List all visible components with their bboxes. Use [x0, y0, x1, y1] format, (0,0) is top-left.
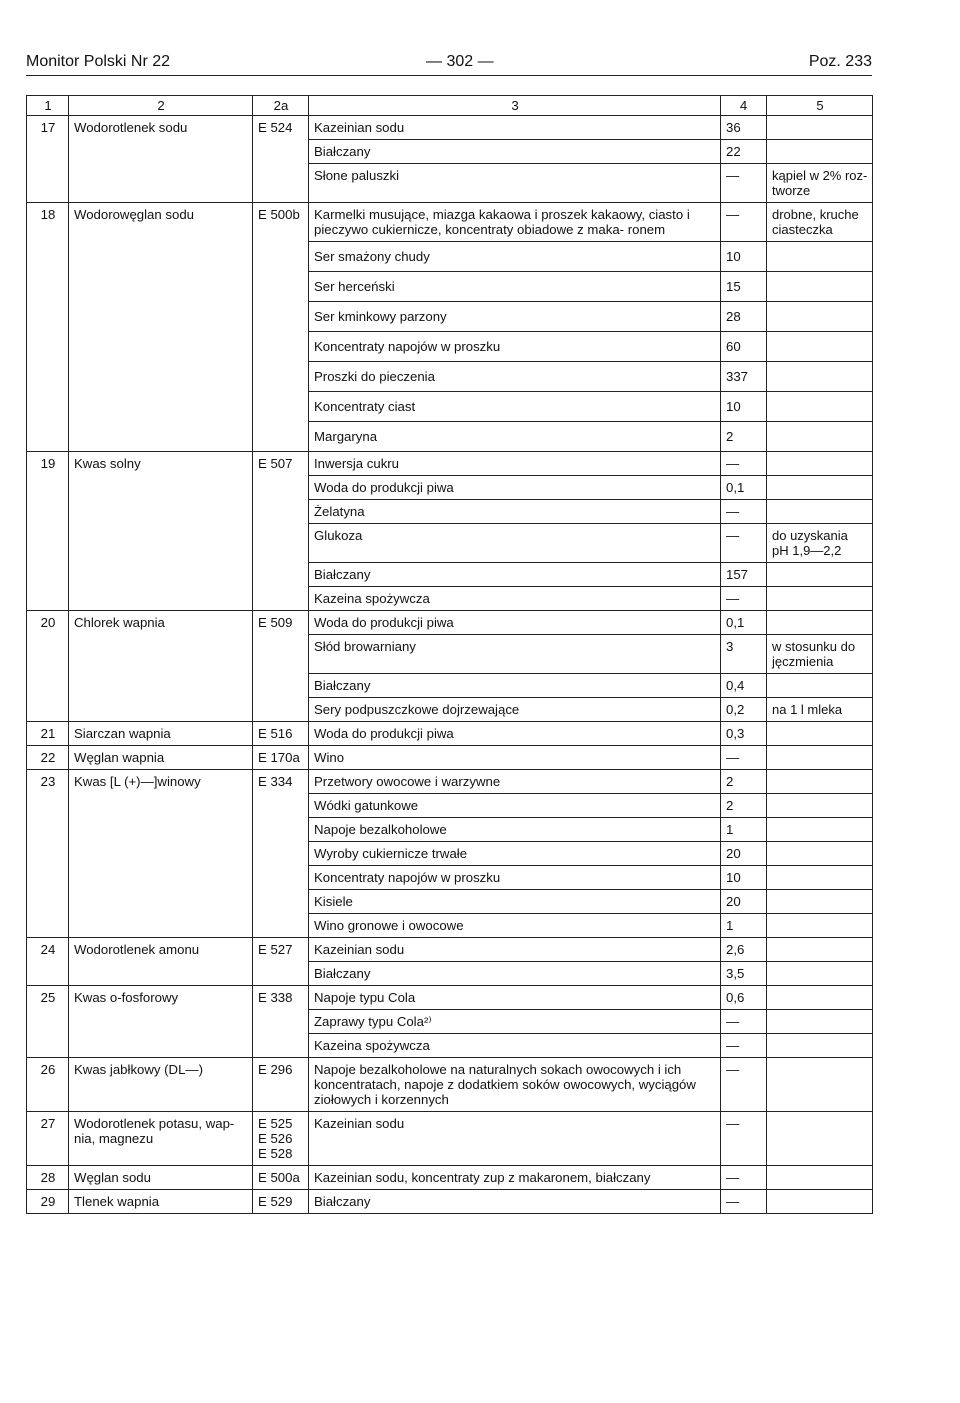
max-amount: — — [721, 524, 767, 563]
substance-name: Kwas solny — [69, 452, 253, 476]
empty-cell — [27, 524, 69, 563]
empty-cell — [253, 392, 309, 422]
product-name: Kisiele — [309, 890, 721, 914]
page-header — [26, 52, 872, 74]
max-amount: 2 — [721, 770, 767, 794]
remarks: kąpiel w 2% roz- tworze — [767, 164, 873, 203]
empty-cell — [69, 698, 253, 722]
product-name: Koncentraty napojów w proszku — [309, 332, 721, 362]
empty-cell — [253, 1034, 309, 1058]
substance-name: Kwas jabłkowy (DL—) — [69, 1058, 253, 1112]
empty-cell — [253, 476, 309, 500]
column-number: 1 — [27, 96, 69, 116]
product-name: Napoje bezalkoholowe — [309, 818, 721, 842]
table-row — [27, 794, 873, 818]
empty-cell — [69, 842, 253, 866]
empty-cell — [27, 587, 69, 611]
empty-cell — [69, 476, 253, 500]
empty-cell — [253, 914, 309, 938]
substance-name: Tlenek wapnia — [69, 1190, 253, 1214]
table-row — [27, 272, 873, 302]
max-amount: 20 — [721, 890, 767, 914]
max-amount: — — [721, 746, 767, 770]
empty-cell — [27, 842, 69, 866]
product-name: Proszki do pieczenia — [309, 362, 721, 392]
empty-cell — [27, 362, 69, 392]
empty-cell — [69, 362, 253, 392]
position-number: Poz. 233 — [808, 53, 872, 70]
e-code: E 509 — [253, 611, 309, 635]
max-amount: — — [721, 1034, 767, 1058]
table-row — [27, 722, 873, 746]
empty-cell — [253, 962, 309, 986]
empty-cell — [69, 302, 253, 332]
item-number: 27 — [27, 1112, 69, 1166]
product-name: Białczany — [309, 140, 721, 164]
product-name: Białczany — [309, 962, 721, 986]
empty-cell — [69, 500, 253, 524]
product-name: Białczany — [309, 1190, 721, 1214]
remarks — [767, 722, 873, 746]
e-code: E 507 — [253, 452, 309, 476]
product-name: Inwersja cukru — [309, 452, 721, 476]
max-amount: 3,5 — [721, 962, 767, 986]
e-code: E 524 — [253, 116, 309, 140]
remarks: do uzyskania pH 1,9—2,2 — [767, 524, 873, 563]
substance-name: Węglan sodu — [69, 1166, 253, 1190]
empty-cell — [69, 890, 253, 914]
header-divider — [26, 75, 872, 76]
empty-cell — [69, 392, 253, 422]
product-name: Wino gronowe i owocowe — [309, 914, 721, 938]
remarks — [767, 866, 873, 890]
remarks — [767, 140, 873, 164]
remarks — [767, 587, 873, 611]
remarks — [767, 422, 873, 452]
product-name: Ser kminkowy parzony — [309, 302, 721, 332]
substance-name: Wodorotlenek potasu, wap- nia, magnezu — [69, 1112, 253, 1166]
product-name: Białczany — [309, 674, 721, 698]
table-row — [27, 914, 873, 938]
e-code: E 296 — [253, 1058, 309, 1112]
product-name: Glukoza — [309, 524, 721, 563]
item-number: 24 — [27, 938, 69, 962]
max-amount: 2 — [721, 794, 767, 818]
empty-cell — [27, 500, 69, 524]
max-amount: 2 — [721, 422, 767, 452]
remarks — [767, 452, 873, 476]
empty-cell — [253, 842, 309, 866]
substance-name: Kwas o-fosforowy — [69, 986, 253, 1010]
product-name: Przetwory owocowe i warzywne — [309, 770, 721, 794]
max-amount: — — [721, 452, 767, 476]
empty-cell — [69, 962, 253, 986]
table-row — [27, 1034, 873, 1058]
empty-cell — [253, 674, 309, 698]
empty-cell — [253, 500, 309, 524]
empty-cell — [253, 866, 309, 890]
empty-cell — [253, 698, 309, 722]
table-row — [27, 1112, 873, 1166]
table-row — [27, 866, 873, 890]
max-amount: 22 — [721, 140, 767, 164]
empty-cell — [69, 332, 253, 362]
table-row — [27, 611, 873, 635]
table-row — [27, 1010, 873, 1034]
substance-name: Siarczan wapnia — [69, 722, 253, 746]
empty-cell — [253, 818, 309, 842]
remarks — [767, 794, 873, 818]
product-name: Zaprawy typu Cola²⁾ — [309, 1010, 721, 1034]
empty-cell — [27, 242, 69, 272]
table-row — [27, 986, 873, 1010]
table-row — [27, 770, 873, 794]
max-amount: 0,1 — [721, 476, 767, 500]
table-row — [27, 890, 873, 914]
empty-cell — [27, 272, 69, 302]
e-code: E 338 — [253, 986, 309, 1010]
empty-cell — [253, 524, 309, 563]
empty-cell — [27, 794, 69, 818]
max-amount: — — [721, 203, 767, 242]
e-code: E 516 — [253, 722, 309, 746]
column-number: 4 — [721, 96, 767, 116]
remarks — [767, 770, 873, 794]
empty-cell — [253, 635, 309, 674]
max-amount: 0,6 — [721, 986, 767, 1010]
empty-cell — [69, 242, 253, 272]
item-number: 20 — [27, 611, 69, 635]
empty-cell — [27, 563, 69, 587]
remarks: drobne, kruche ciasteczka — [767, 203, 873, 242]
empty-cell — [27, 914, 69, 938]
empty-cell — [27, 698, 69, 722]
remarks — [767, 962, 873, 986]
e-code: E 334 — [253, 770, 309, 794]
substance-name: Wodorowęglan sodu — [69, 203, 253, 242]
remarks — [767, 674, 873, 698]
max-amount: 0,4 — [721, 674, 767, 698]
table-row — [27, 746, 873, 770]
e-code: E 529 — [253, 1190, 309, 1214]
empty-cell — [69, 794, 253, 818]
item-number: 28 — [27, 1166, 69, 1190]
substance-name: Wodorotlenek sodu — [69, 116, 253, 140]
table-row — [27, 242, 873, 272]
remarks — [767, 392, 873, 422]
table-row — [27, 938, 873, 962]
empty-cell — [69, 164, 253, 203]
table-row — [27, 587, 873, 611]
substance-name: Chlorek wapnia — [69, 611, 253, 635]
max-amount: 28 — [721, 302, 767, 332]
max-amount: 15 — [721, 272, 767, 302]
product-name: Koncentraty napojów w proszku — [309, 866, 721, 890]
max-amount: — — [721, 1010, 767, 1034]
table-row — [27, 116, 873, 140]
product-name: Ser smażony chudy — [309, 242, 721, 272]
product-name: Wino — [309, 746, 721, 770]
remarks — [767, 500, 873, 524]
remarks — [767, 914, 873, 938]
empty-cell — [253, 422, 309, 452]
max-amount: — — [721, 1190, 767, 1214]
column-number: 2a — [253, 96, 309, 116]
remarks — [767, 332, 873, 362]
product-name: Kazeina spożywcza — [309, 587, 721, 611]
product-name: Kazeina spożywcza — [309, 1034, 721, 1058]
empty-cell — [27, 422, 69, 452]
remarks — [767, 1166, 873, 1190]
empty-cell — [253, 272, 309, 302]
max-amount: 10 — [721, 392, 767, 422]
remarks — [767, 1190, 873, 1214]
max-amount: — — [721, 1112, 767, 1166]
remarks — [767, 938, 873, 962]
product-name: Woda do produkcji piwa — [309, 722, 721, 746]
item-number: 23 — [27, 770, 69, 794]
empty-cell — [27, 140, 69, 164]
empty-cell — [27, 818, 69, 842]
product-name: Woda do produkcji piwa — [309, 476, 721, 500]
remarks — [767, 563, 873, 587]
max-amount: — — [721, 1058, 767, 1112]
max-amount: 157 — [721, 563, 767, 587]
max-amount: 60 — [721, 332, 767, 362]
e-code: E 170a — [253, 746, 309, 770]
empty-cell — [253, 164, 309, 203]
product-name: Woda do produkcji piwa — [309, 611, 721, 635]
empty-cell — [27, 392, 69, 422]
product-name: Napoje bezalkoholowe na naturalnych sokach owocowych i ich koncentratach, napoje z dodatkiem soków owocowych, wyciągów ziołowych i korzennych — [309, 1058, 721, 1112]
table-row — [27, 422, 873, 452]
remarks — [767, 362, 873, 392]
max-amount: 2,6 — [721, 938, 767, 962]
empty-cell — [253, 890, 309, 914]
item-number: 25 — [27, 986, 69, 1010]
table-row — [27, 1190, 873, 1214]
remarks — [767, 611, 873, 635]
empty-cell — [27, 635, 69, 674]
table-row — [27, 476, 873, 500]
empty-cell — [69, 674, 253, 698]
max-amount: 20 — [721, 842, 767, 866]
max-amount: 0,2 — [721, 698, 767, 722]
empty-cell — [69, 272, 253, 302]
remarks — [767, 890, 873, 914]
max-amount: 3 — [721, 635, 767, 674]
empty-cell — [253, 563, 309, 587]
table-row — [27, 842, 873, 866]
product-name: Kazeinian sodu — [309, 116, 721, 140]
product-name: Koncentraty ciast — [309, 392, 721, 422]
empty-cell — [27, 476, 69, 500]
remarks — [767, 746, 873, 770]
product-name: Sery podpuszczkowe dojrzewające — [309, 698, 721, 722]
e-code: E 500b — [253, 203, 309, 242]
remarks — [767, 1058, 873, 1112]
publication-title: Monitor Polski Nr 22 — [26, 53, 171, 70]
max-amount: 1 — [721, 818, 767, 842]
table-row — [27, 392, 873, 422]
substance-name: Węglan wapnia — [69, 746, 253, 770]
empty-cell — [27, 962, 69, 986]
column-number: 3 — [309, 96, 721, 116]
max-amount: 10 — [721, 242, 767, 272]
item-number: 18 — [27, 203, 69, 242]
table-body — [27, 96, 873, 1214]
max-amount: — — [721, 500, 767, 524]
table-row — [27, 302, 873, 332]
remarks — [767, 986, 873, 1010]
e-code: E 500a — [253, 1166, 309, 1190]
empty-cell — [69, 1010, 253, 1034]
product-name: Karmelki musujące, miazga kakaowa i proszek kakaowy, ciasto i pieczywo cukiernicze, koncentraty obiadowe z maka- ronem — [309, 203, 721, 242]
remarks — [767, 476, 873, 500]
max-amount: 10 — [721, 866, 767, 890]
empty-cell — [27, 164, 69, 203]
table-row — [27, 563, 873, 587]
product-name: Żelatyna — [309, 500, 721, 524]
empty-cell — [27, 866, 69, 890]
remarks — [767, 1112, 873, 1166]
max-amount: — — [721, 587, 767, 611]
column-number-row — [27, 96, 873, 116]
empty-cell — [27, 674, 69, 698]
product-name: Białczany — [309, 563, 721, 587]
max-amount: 1 — [721, 914, 767, 938]
remarks: na 1 l mleka — [767, 698, 873, 722]
empty-cell — [69, 866, 253, 890]
empty-cell — [27, 302, 69, 332]
empty-cell — [253, 794, 309, 818]
empty-cell — [253, 362, 309, 392]
product-name: Słód browarniany — [309, 635, 721, 674]
empty-cell — [27, 1034, 69, 1058]
table-row — [27, 452, 873, 476]
max-amount: 337 — [721, 362, 767, 392]
table-row — [27, 203, 873, 242]
max-amount: — — [721, 1166, 767, 1190]
product-name: Napoje typu Cola — [309, 986, 721, 1010]
max-amount: — — [721, 164, 767, 203]
table-row — [27, 962, 873, 986]
empty-cell — [253, 140, 309, 164]
table-row — [27, 500, 873, 524]
empty-cell — [69, 140, 253, 164]
table-row — [27, 140, 873, 164]
remarks — [767, 116, 873, 140]
item-number: 26 — [27, 1058, 69, 1112]
table-row — [27, 164, 873, 203]
empty-cell — [69, 818, 253, 842]
product-name: Kazeinian sodu — [309, 938, 721, 962]
e-code: E 525 E 526 E 528 — [253, 1112, 309, 1166]
empty-cell — [69, 422, 253, 452]
item-number: 22 — [27, 746, 69, 770]
empty-cell — [253, 302, 309, 332]
e-code: E 527 — [253, 938, 309, 962]
remarks: w stosunku do jęczmienia — [767, 635, 873, 674]
table-row — [27, 362, 873, 392]
empty-cell — [69, 587, 253, 611]
empty-cell — [69, 1034, 253, 1058]
remarks — [767, 1034, 873, 1058]
remarks — [767, 1010, 873, 1034]
table-row — [27, 818, 873, 842]
empty-cell — [69, 563, 253, 587]
additives-table — [26, 95, 873, 1214]
remarks — [767, 242, 873, 272]
max-amount: 0,3 — [721, 722, 767, 746]
empty-cell — [253, 587, 309, 611]
empty-cell — [69, 914, 253, 938]
product-name: Wyroby cukiernicze trwałe — [309, 842, 721, 866]
item-number: 19 — [27, 452, 69, 476]
empty-cell — [69, 635, 253, 674]
product-name: Ser herceński — [309, 272, 721, 302]
page-number: — 302 — — [426, 53, 494, 70]
product-name: Margaryna — [309, 422, 721, 452]
item-number: 17 — [27, 116, 69, 140]
empty-cell — [253, 332, 309, 362]
product-name: Kazeinian sodu — [309, 1112, 721, 1166]
empty-cell — [27, 1010, 69, 1034]
column-number: 5 — [767, 96, 873, 116]
table-row — [27, 1166, 873, 1190]
table-row — [27, 332, 873, 362]
product-name: Słone paluszki — [309, 164, 721, 203]
table-row — [27, 635, 873, 674]
table-row — [27, 1058, 873, 1112]
remarks — [767, 842, 873, 866]
table-row — [27, 698, 873, 722]
empty-cell — [253, 1010, 309, 1034]
empty-cell — [27, 890, 69, 914]
substance-name: Kwas [L (+)—]winowy — [69, 770, 253, 794]
substance-name: Wodorotlenek amonu — [69, 938, 253, 962]
max-amount: 0,1 — [721, 611, 767, 635]
remarks — [767, 272, 873, 302]
product-name: Kazeinian sodu, koncentraty zup z makaronem, białczany — [309, 1166, 721, 1190]
empty-cell — [27, 332, 69, 362]
product-name: Wódki gatunkowe — [309, 794, 721, 818]
item-number: 29 — [27, 1190, 69, 1214]
item-number: 21 — [27, 722, 69, 746]
empty-cell — [253, 242, 309, 272]
empty-cell — [69, 524, 253, 563]
remarks — [767, 302, 873, 332]
table-row — [27, 524, 873, 563]
remarks — [767, 818, 873, 842]
column-number: 2 — [69, 96, 253, 116]
table-row — [27, 674, 873, 698]
max-amount: 36 — [721, 116, 767, 140]
